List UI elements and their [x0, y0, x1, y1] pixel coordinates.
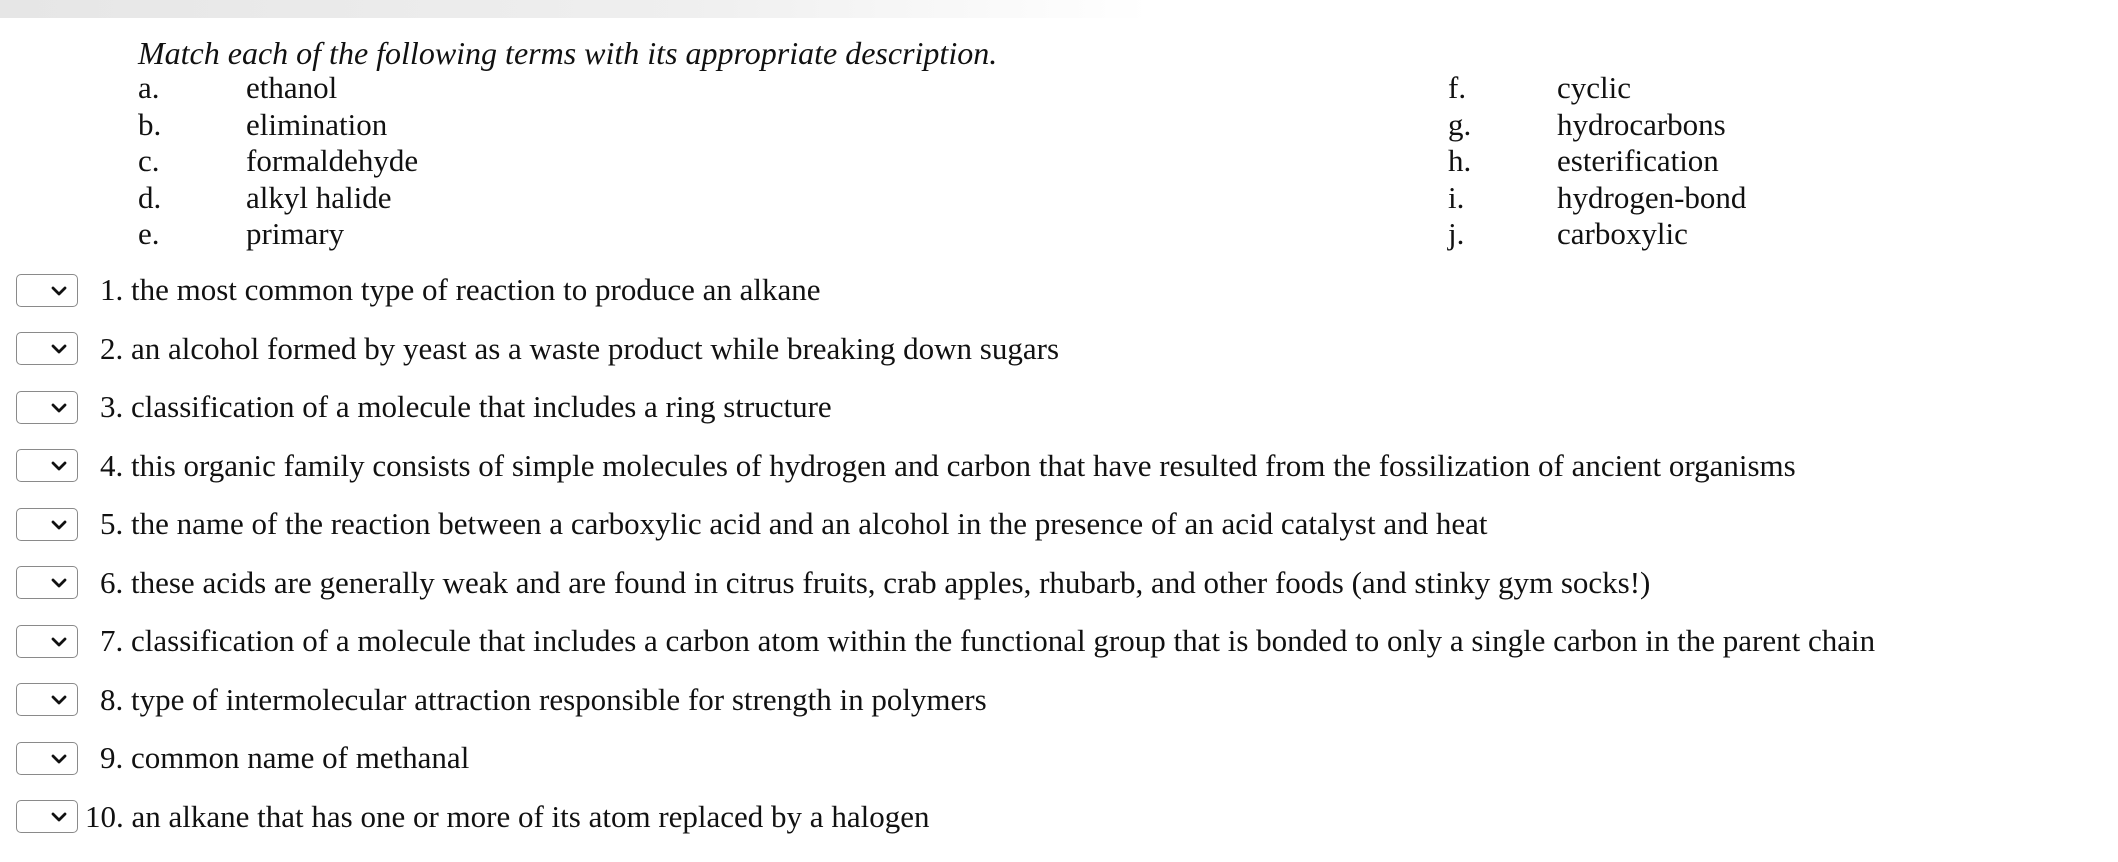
- question-row: [16, 329, 1059, 369]
- term-item: [138, 143, 418, 180]
- term-item: [138, 70, 418, 107]
- term-name: primary: [246, 216, 345, 251]
- term-letter: a.: [138, 70, 160, 105]
- term-item: [1448, 216, 1746, 253]
- question-row: [16, 270, 821, 310]
- chevron-down-icon: [50, 399, 68, 417]
- term-name: alkyl halide: [246, 179, 392, 215]
- term-item: [138, 180, 418, 217]
- question-text: 1. the most common type of reaction to produce an alkane: [100, 272, 821, 307]
- term-letter: g.: [1448, 106, 1472, 142]
- term-letter: c.: [138, 143, 160, 178]
- top-shadow: [0, 0, 1150, 18]
- chevron-down-icon: [50, 633, 68, 651]
- chevron-down-icon: [50, 808, 68, 826]
- question-row: [16, 738, 469, 778]
- term-name: elimination: [246, 106, 388, 142]
- answer-select[interactable]: [16, 683, 78, 716]
- question-text: 3. classification of a molecule that includes a ring structure: [100, 389, 832, 424]
- answer-select[interactable]: [16, 742, 78, 775]
- question-text: 8. type of intermolecular attraction responsible for strength in polymers: [100, 681, 987, 717]
- term-name: carboxylic: [1557, 216, 1688, 251]
- term-list-right: [1448, 70, 1746, 253]
- chevron-down-icon: [50, 340, 68, 358]
- question-text: 2. an alcohol formed by yeast as a waste product while breaking down sugars: [100, 330, 1060, 366]
- term-list-left: [138, 70, 418, 253]
- question-text: 6. these acids are generally weak and are found in citrus fruits, crab apples, rhubarb, and other foods (and stinky gym socks!): [100, 564, 1651, 600]
- term-item: [138, 216, 418, 253]
- question-text: 10. an alkane that has one or more of its atom replaced by a halogen: [85, 798, 930, 834]
- answer-select[interactable]: [16, 625, 78, 658]
- answer-select[interactable]: [16, 566, 78, 599]
- answer-select[interactable]: [16, 274, 78, 307]
- term-letter: d.: [138, 179, 162, 215]
- answer-select[interactable]: [16, 508, 78, 541]
- chevron-down-icon: [50, 516, 68, 534]
- question-row: [16, 563, 1650, 603]
- term-letter: b.: [138, 106, 162, 142]
- term-letter: h.: [1448, 143, 1472, 178]
- question-row: [16, 504, 1487, 544]
- answer-select[interactable]: [16, 391, 78, 424]
- instructions-heading: Match each of the following terms with its appropriate description.: [138, 35, 998, 71]
- term-letter: f.: [1448, 70, 1467, 105]
- question-text: 5. the name of the reaction between a carboxylic acid and an alcohol in the presence of an acid catalyst and heat: [100, 506, 1488, 541]
- term-item: [1448, 180, 1746, 217]
- term-name: esterification: [1557, 143, 1719, 178]
- question-row: [16, 680, 987, 720]
- question-row: [16, 387, 832, 427]
- term-name: hydrogen-bond: [1557, 179, 1747, 215]
- answer-select[interactable]: [16, 800, 78, 833]
- chevron-down-icon: [50, 457, 68, 475]
- question-row: [16, 621, 1875, 661]
- term-letter: j.: [1448, 216, 1465, 251]
- term-letter: e.: [138, 216, 160, 251]
- question-text: 9. common name of methanal: [100, 740, 470, 775]
- answer-select[interactable]: [16, 449, 78, 482]
- question-text: 7. classification of a molecule that includes a carbon atom within the functional group that is bonded to only a single carbon in the parent chain: [100, 623, 1876, 658]
- term-item: [1448, 143, 1746, 180]
- question-row: [16, 797, 929, 837]
- question-row: [16, 446, 1796, 486]
- term-name: cyclic: [1557, 70, 1632, 105]
- term-item: [1448, 107, 1746, 144]
- answer-select[interactable]: [16, 332, 78, 365]
- term-item: [138, 107, 418, 144]
- term-name: ethanol: [246, 70, 338, 105]
- term-name: formaldehyde: [246, 143, 419, 178]
- term-name: hydrocarbons: [1557, 106, 1726, 142]
- chevron-down-icon: [50, 282, 68, 300]
- term-item: [1448, 70, 1746, 107]
- chevron-down-icon: [50, 574, 68, 592]
- chevron-down-icon: [50, 691, 68, 709]
- chevron-down-icon: [50, 750, 68, 768]
- question-text: 4. this organic family consists of simple molecules of hydrogen and carbon that have resulted from the fossilization of ancient organisms: [100, 447, 1796, 483]
- term-letter: i.: [1448, 179, 1465, 215]
